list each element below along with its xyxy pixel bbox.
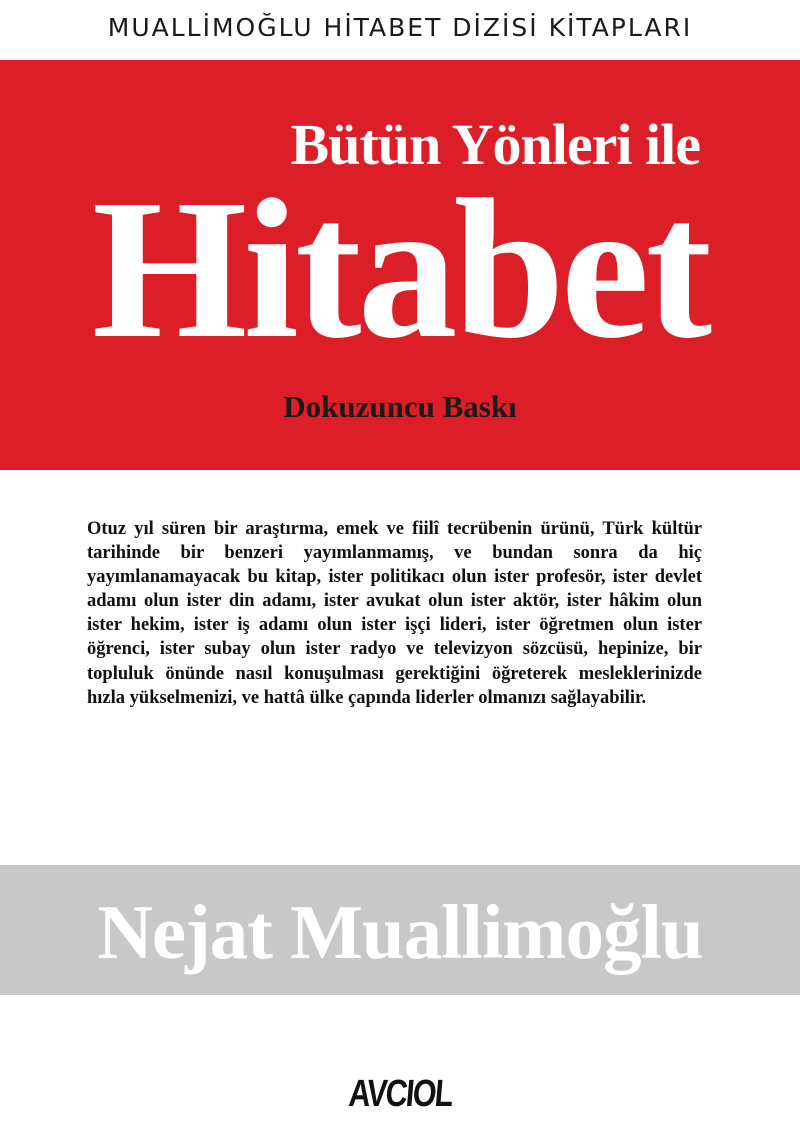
cover-blurb: Otuz yıl süren bir araştırma, emek ve fiilî tecrübenin ürünü, Türk kültür tarihinde bir benzeri yayımlanmamış, ve bundan sonra da hiç yayımlanamayacak bu kitap, ister politikacı olun ister profesör, ister devlet adamı olun ister din adamı, ister avukat olun ister aktör, ister hâkim olun ister hekim, ister iş adamı olun ister işçi lideri, ister öğretmen olun ister öğrenci, ister subay olun ister radyo ve televizyon sözcüsü, hepinize, bir topluluk önünde nasıl konuşulması gerektiğini öğreterek mesleklerinizde hızla yükselmenizi, ve hattâ ülke çapında liderler olmanızı sağlayabilir. bbox=[87, 519, 702, 708]
author-name: Nejat Muallimoğlu bbox=[97, 889, 703, 975]
edition-label: Dokuzuncu Baskı bbox=[283, 389, 517, 424]
book-title: Hitabet bbox=[91, 159, 709, 380]
publisher-logo: AVCIOL bbox=[346, 1073, 454, 1115]
series-title: MUALLİMOĞLU HİTABET DİZİSİ KİTAPLARI bbox=[107, 13, 693, 42]
publisher-block bbox=[0, 1070, 800, 1118]
book-subtitle: Bütün Yönleri ile bbox=[290, 112, 700, 177]
